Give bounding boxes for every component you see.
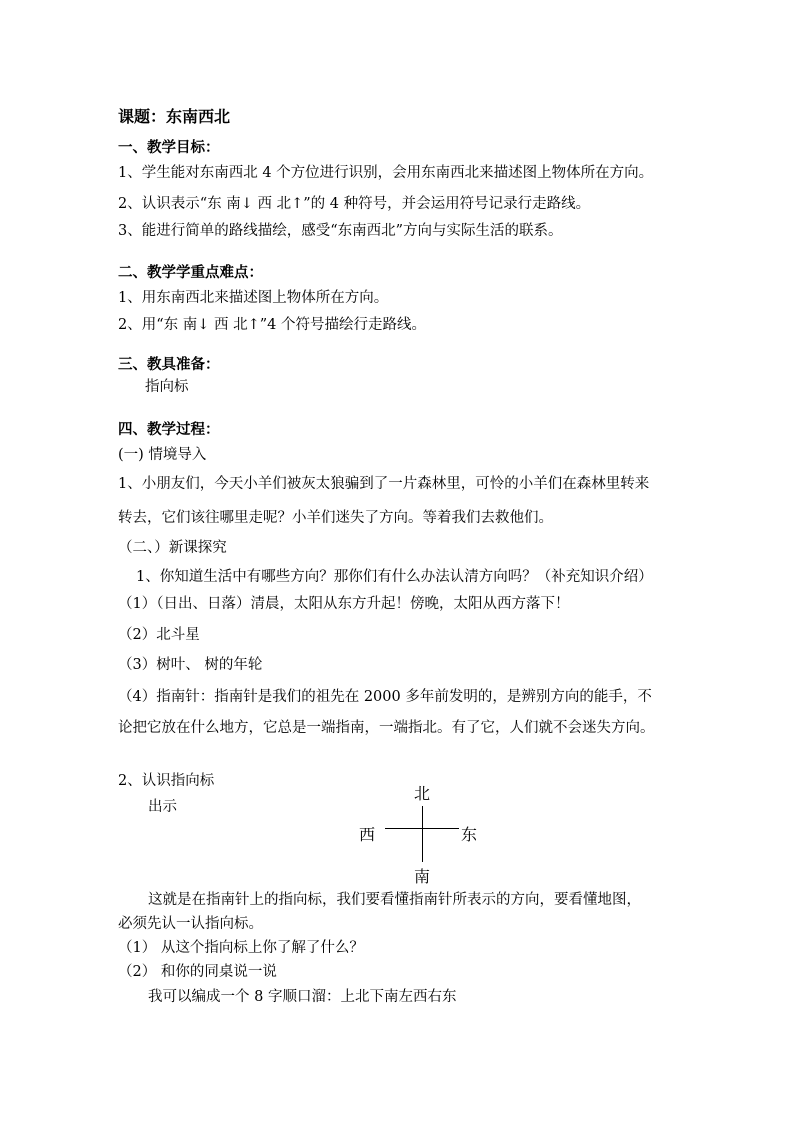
page-title: 课题：东南西北 bbox=[118, 107, 231, 126]
intro-heading: (一) 情境导入 bbox=[118, 447, 207, 463]
method-item: （3）树叶、 树的年轮 bbox=[118, 657, 263, 673]
compass-horizontal-line bbox=[385, 828, 459, 829]
section-heading: 2、认识指向标 bbox=[118, 773, 215, 789]
goal-item: 2、认识表示“东 南↓ 西 北↑”的 4 种符号，并会运用符号记录行走路线。 bbox=[118, 196, 591, 212]
rhyme-line: 我可以编成一个 8 字顺口溜：上北下南左西右东 bbox=[148, 989, 457, 1005]
sub-question: （2） 和你的同桌说一说 bbox=[118, 964, 277, 980]
method-item-line: 论把它放在什么地方，它总是一端指南，一端指北。有了它，人们就不会迷失方向。 bbox=[118, 720, 655, 736]
keypoints-heading: 二、教学学重点难点： bbox=[118, 264, 263, 281]
compass-west-label: 西 bbox=[359, 825, 376, 844]
compass-east-label: 东 bbox=[461, 825, 478, 844]
goals-heading: 一、教学目标： bbox=[118, 139, 220, 156]
materials-heading: 三、教具准备： bbox=[118, 356, 220, 373]
process-heading: 四、教学过程： bbox=[118, 421, 220, 438]
question-item: 1、你知道生活中有哪些方向？那你们有什么办法认清方向吗？（补充知识介绍） bbox=[136, 569, 653, 585]
intro-paragraph-line: 1、小朋友们，今天小羊们被灰太狼骗到了一片森林里，可怜的小羊们在森林里转来 bbox=[118, 476, 650, 492]
method-item-line: （4）指南针：指南针是我们的祖先在 2000 多年前发明的，是辨别方向的能手，不 bbox=[118, 689, 652, 705]
compass-vertical-line bbox=[422, 806, 423, 862]
goal-item: 3、能进行简单的路线描绘，感受“东南西北”方向与实际生活的联系。 bbox=[118, 223, 563, 239]
show-label: 出示 bbox=[148, 799, 177, 815]
compass-south-label: 南 bbox=[414, 867, 431, 886]
intro-paragraph-line: 转去，它们该往哪里走呢？小羊们迷失了方向。等着我们去救他们。 bbox=[118, 510, 553, 526]
goal-item: 1、学生能对东南西北 4 个方位进行识别，会用东南西北来描述图上物体所在方向。 bbox=[118, 165, 654, 181]
method-item: （2）北斗星 bbox=[118, 627, 200, 643]
explanation-line: 这就是在指南针上的指向标，我们要看懂指南针所表示的方向，要看懂地图， bbox=[148, 892, 641, 908]
explore-heading: （二、）新课探究 bbox=[118, 540, 227, 556]
materials-item: 指向标 bbox=[145, 379, 189, 395]
keypoint-item: 1、用东南西北来描述图上物体所在方向。 bbox=[118, 290, 389, 306]
explanation-line: 必须先认一认指向标。 bbox=[118, 916, 263, 932]
method-item: （1）（日出、日落）清晨，太阳从东方升起！傍晚，太阳从西方落下！ bbox=[118, 596, 570, 612]
keypoint-item: 2、用“东 南↓ 西 北↑”4 个符号描绘行走路线。 bbox=[118, 317, 427, 333]
compass-north-label: 北 bbox=[414, 784, 431, 803]
sub-question: （1） 从这个指向标上你了解了什么？ bbox=[118, 940, 364, 956]
